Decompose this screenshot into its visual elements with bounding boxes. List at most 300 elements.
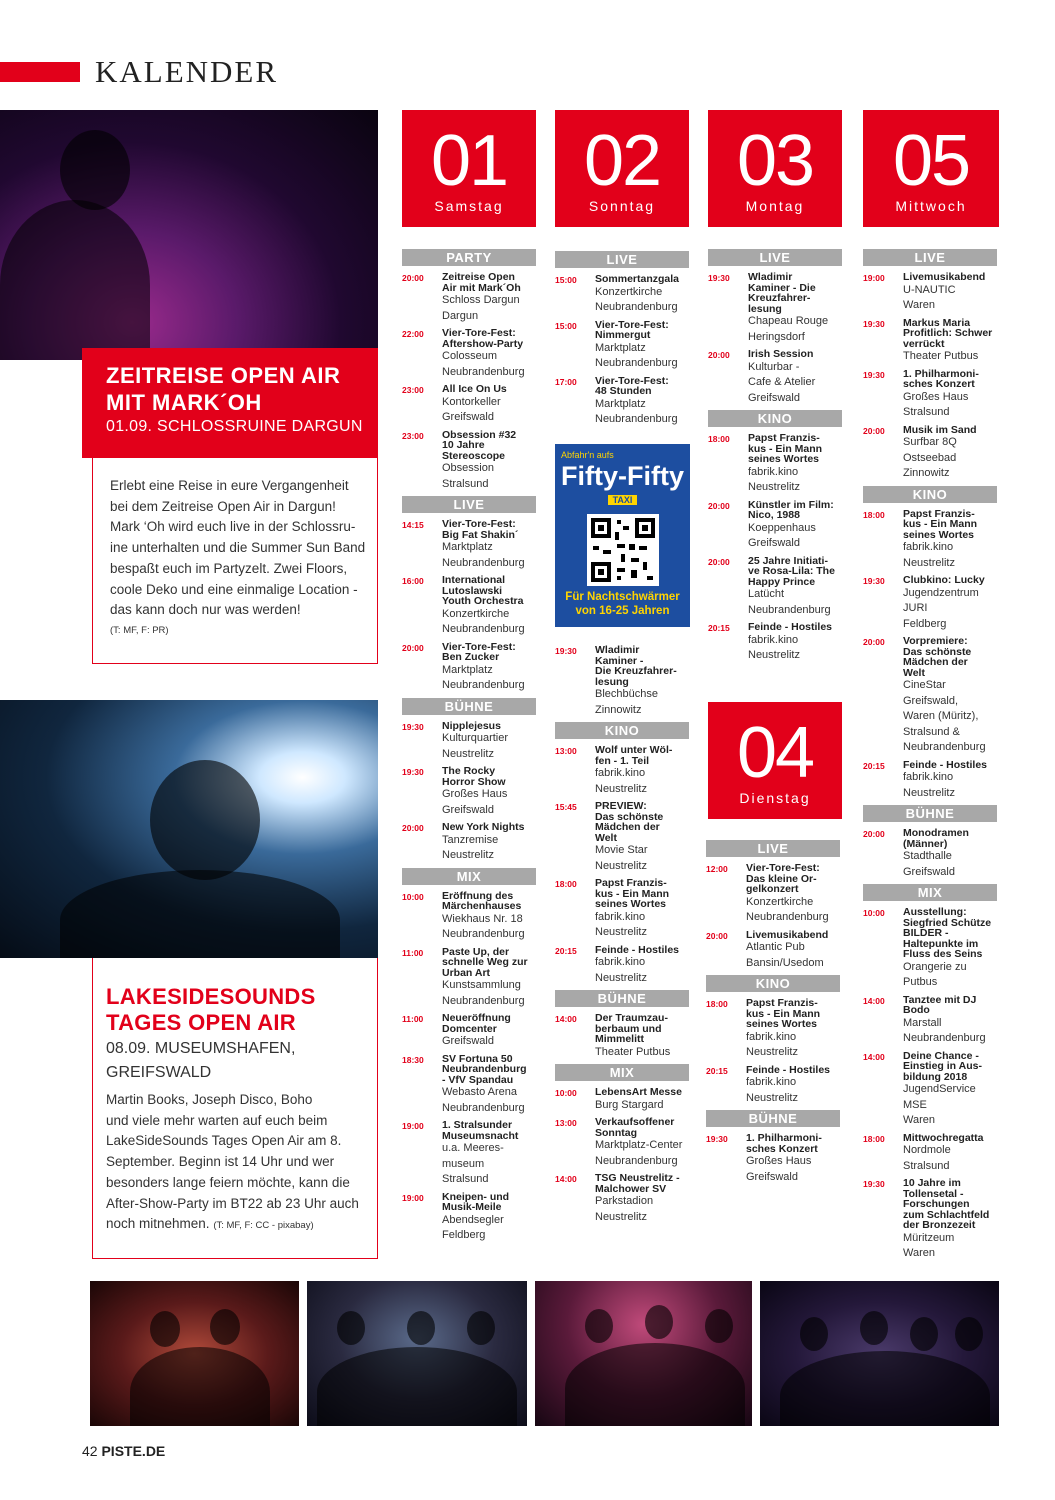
- event-venue: Schloss Dargun: [442, 294, 520, 306]
- feature-2-line: und viele mehr warten auf euch beim: [106, 1112, 328, 1128]
- event-time: 20:00: [863, 829, 885, 839]
- event-details: [748, 349, 842, 406]
- event-time: 20:00: [863, 637, 885, 647]
- event-time: 20:15: [708, 623, 730, 633]
- event-title: sches Konzert: [746, 1142, 818, 1155]
- event-title: All Ice On Us: [442, 383, 507, 395]
- event-time: 19:00: [402, 1192, 424, 1203]
- event-entry: [863, 575, 997, 632]
- concert-photo: [0, 110, 378, 360]
- feature-1-line: ine unterhalten und die Summer Sun Band: [110, 540, 366, 556]
- event-time: 20:00: [863, 425, 885, 436]
- feature-1-line: Erlebt eine Reise in eure Vergangenheit: [110, 478, 349, 493]
- event-venue: Greifswald: [748, 391, 800, 404]
- event-venue: MSE: [903, 1098, 927, 1111]
- event-time: 20:00: [708, 556, 730, 567]
- event-time: 14:00: [863, 995, 885, 1006]
- event-details: [442, 891, 536, 943]
- category-header: BÜHNE: [706, 1110, 840, 1127]
- event-title: New York Nights: [442, 821, 525, 833]
- date-weekday: Montag: [745, 198, 805, 214]
- event-title: Neueröffnung: [442, 1012, 511, 1024]
- event-title: Sommertanzgala: [595, 273, 680, 285]
- event-title: Kaminer - Die: [748, 281, 816, 294]
- event-title: seines Wortes: [748, 453, 820, 465]
- event-title: Kaminer -: [595, 654, 644, 667]
- event-venue: Dargun: [442, 309, 479, 322]
- event-entry: [402, 1120, 536, 1188]
- event-column: [706, 840, 840, 1189]
- event-venue: fabrik.kino: [748, 465, 799, 478]
- event-venue: Kulturquartier: [442, 732, 509, 744]
- date-box-05: [863, 110, 999, 227]
- event-venue: u.a. Meeres-: [442, 1142, 504, 1154]
- event-title: Kreuzfahrer-: [748, 292, 811, 304]
- event-venue: Neubrandenburg: [442, 994, 525, 1007]
- event-venue: fabrik.kino: [595, 910, 646, 923]
- event-venue: Blechbüchse: [595, 688, 658, 700]
- event-time: 18:30: [402, 1054, 424, 1065]
- event-venue: Neustrelitz: [903, 786, 955, 799]
- event-venue: Greifswald: [903, 865, 955, 878]
- event-entry: [402, 519, 536, 571]
- event-entry: [706, 1065, 840, 1107]
- category-header: BÜHNE: [402, 698, 536, 715]
- event-title: Mittwochregatta: [903, 1131, 984, 1144]
- event-time: 23:00: [402, 430, 424, 441]
- event-entry: [555, 645, 689, 718]
- event-time: 19:30: [402, 767, 424, 777]
- event-entry: [863, 636, 997, 756]
- event-venue: Neustrelitz: [442, 747, 494, 760]
- category-header: KINO: [863, 486, 997, 503]
- event-column: [863, 249, 997, 1266]
- event-title: seines Wortes: [903, 528, 975, 541]
- event-time: 10:00: [863, 908, 885, 918]
- event-title: Mädchen der: [595, 821, 660, 833]
- event-entry: [555, 878, 689, 941]
- event-title: Wladimir: [748, 271, 793, 283]
- event-time: 11:00: [402, 947, 424, 958]
- event-time: 15:45: [555, 802, 577, 812]
- date-number: 02: [583, 121, 661, 201]
- event-title: zum Schlachtfeld: [903, 1208, 990, 1221]
- event-venue: Neubrandenburg: [442, 1101, 525, 1114]
- event-time: 20:15: [555, 945, 577, 956]
- category-header: LIVE: [708, 249, 842, 266]
- event-title: 25 Jahre Initiati-: [748, 554, 828, 567]
- event-time: 20:00: [708, 500, 730, 511]
- event-time: 14:15: [402, 520, 424, 530]
- event-details: [903, 1178, 997, 1262]
- event-venue: Surfbar 8Q: [903, 436, 957, 448]
- event-time: 20:00: [402, 273, 424, 283]
- event-venue: Greifswald,: [903, 694, 959, 707]
- event-title: Obsession #32: [442, 428, 517, 441]
- event-time: 19:30: [706, 1134, 728, 1144]
- event-title: Feinde - Hostiles: [595, 943, 680, 956]
- event-title: Livemusikabend: [903, 271, 986, 283]
- event-time: 18:00: [863, 509, 885, 520]
- event-venue: fabrik.kino: [748, 633, 799, 646]
- event-details: [442, 1054, 536, 1117]
- feature-2-subtitle-line2: GREIFSWALD: [106, 1064, 212, 1081]
- event-venue: Latücht: [748, 588, 785, 600]
- event-time: 14:00: [863, 1051, 885, 1062]
- event-entry: [402, 891, 536, 943]
- event-title: Ben Zucker: [442, 651, 500, 663]
- event-venue: Kulturbar -: [748, 360, 800, 373]
- event-venue: Feldberg: [903, 617, 947, 630]
- feature-2-line: LakeSideSounds Tages Open Air am 8.: [106, 1133, 342, 1149]
- event-title: 10 Jahre: [442, 439, 485, 451]
- event-column: [402, 249, 536, 1248]
- event-venue: Wiekhaus Nr. 18: [442, 912, 523, 925]
- event-entry: [555, 745, 689, 797]
- category-header: PARTY: [402, 249, 536, 266]
- event-venue: Neubrandenburg: [595, 357, 678, 369]
- event-title: Eröffnung des: [442, 889, 514, 902]
- event-venue: Stralsund: [442, 477, 489, 490]
- event-title: Siegfried Schütze: [903, 916, 992, 929]
- date-number: 04: [736, 713, 814, 793]
- event-time: 20:00: [708, 350, 730, 360]
- event-title: ve Rosa-Lila: The: [748, 565, 835, 577]
- event-title: Papst Franzis-: [595, 877, 667, 889]
- event-details: [903, 907, 997, 991]
- event-venue: fabrik.kino: [746, 1030, 797, 1043]
- event-title: Big Fat Shakin´: [442, 528, 519, 541]
- event-entry: [863, 1051, 997, 1129]
- event-entry: [402, 642, 536, 694]
- event-details: [746, 998, 840, 1061]
- event-details: [442, 384, 536, 426]
- event-title: Vier-Tore-Fest:: [442, 518, 516, 530]
- event-entry: [402, 766, 536, 818]
- event-details: [903, 760, 997, 802]
- event-title: lesung: [595, 675, 629, 688]
- event-title: Tanztee mit DJ: [903, 993, 977, 1006]
- event-title: Youth Orchestra: [442, 595, 524, 607]
- event-venue: Neustrelitz: [746, 1046, 798, 1058]
- feature-1-heading: [82, 348, 378, 458]
- event-venue: Marktplatz: [595, 341, 646, 354]
- event-venue: Webasto Arena: [442, 1086, 518, 1098]
- date-number: 05: [892, 121, 970, 201]
- event-column: [555, 251, 689, 432]
- event-title: Papst Franzis-: [746, 997, 818, 1009]
- event-time: 18:00: [863, 1133, 885, 1144]
- event-time: 20:00: [706, 930, 728, 941]
- event-entry: [863, 760, 997, 802]
- event-title: bildung 2018: [903, 1070, 968, 1083]
- event-entry: [863, 828, 997, 880]
- event-time: 18:00: [706, 999, 728, 1009]
- event-entry: [706, 930, 840, 972]
- event-venue: Abendsegler: [442, 1213, 504, 1226]
- category-header: LIVE: [555, 251, 689, 268]
- site-name[interactable]: PISTE.DE: [101, 1443, 166, 1459]
- event-venue: Koeppenhaus: [748, 521, 816, 534]
- event-time: 10:00: [555, 1088, 577, 1098]
- event-details: [442, 575, 536, 638]
- event-entry: [708, 272, 842, 345]
- event-entry: [706, 1133, 840, 1185]
- event-venue: Großes Haus: [903, 390, 969, 403]
- event-column: [708, 249, 842, 668]
- event-title: Air mit Mark´Oh: [442, 281, 521, 294]
- event-details: [903, 636, 997, 756]
- event-venue: Waren (Müritz),: [903, 710, 979, 722]
- event-title: 1. Stralsunder: [442, 1119, 513, 1131]
- event-venue: Tanzremise: [442, 833, 499, 846]
- event-venue: Jugendzentrum: [903, 586, 979, 599]
- event-details: [748, 433, 842, 496]
- event-title: - VfV Spandau: [442, 1073, 514, 1086]
- event-title: Kneipen- und: [442, 1190, 510, 1203]
- event-venue: Marstall: [903, 1016, 942, 1029]
- event-title: kus - Ein Mann: [595, 887, 670, 900]
- event-title: Feinde - Hostiles: [903, 758, 988, 771]
- event-details: [595, 320, 689, 372]
- feature-1-line: bei dem Zeitreise Open Air in Dargun!: [110, 498, 336, 514]
- event-details: [903, 828, 997, 880]
- event-entry: [863, 1133, 997, 1175]
- event-venue: Heringsdorf: [748, 330, 805, 343]
- feature-2-title-line2: TAGES OPEN AIR: [106, 1010, 296, 1035]
- event-entry: [555, 1013, 689, 1060]
- event-time: 20:00: [402, 642, 424, 653]
- event-title: Einstieg in Aus-: [903, 1060, 982, 1072]
- event-venue: Neubrandenburg: [595, 413, 678, 425]
- event-venue: Cafe & Atelier: [748, 376, 816, 388]
- event-title: schnelle Weg zur: [442, 956, 528, 968]
- party-photo-1: [90, 1281, 299, 1426]
- event-title: Paste Up, der: [442, 945, 510, 958]
- event-time: 19:30: [863, 369, 885, 380]
- header-accent-bar: [0, 62, 80, 82]
- event-time: 20:00: [402, 823, 424, 833]
- event-title: Fluss des Seins: [903, 948, 983, 960]
- event-details: [903, 272, 997, 314]
- event-details: [595, 945, 689, 987]
- feature-1-title-line2: MIT MARK´OH: [106, 390, 262, 415]
- date-weekday: Dienstag: [739, 790, 811, 806]
- event-time: 15:00: [555, 275, 577, 285]
- event-venue: Müritzeum: [903, 1231, 955, 1244]
- feature-2-title-line1: LAKESIDESOUNDS: [106, 984, 316, 1009]
- event-venue: Kontorkeller: [442, 395, 501, 408]
- event-title: Nico, 1988: [748, 509, 800, 521]
- event-time: 19:30: [863, 1179, 885, 1189]
- event-venue: Neubrandenburg: [748, 603, 831, 616]
- event-title: Welt: [595, 831, 617, 844]
- event-entry: [402, 1192, 536, 1244]
- event-title: (Männer): [903, 837, 948, 850]
- event-venue: Stralsund &: [903, 725, 960, 738]
- event-venue: Colosseum: [442, 350, 498, 362]
- fifty-fifty-taxi-ad[interactable]: [555, 444, 690, 627]
- feature-2-line: besonders lange feiern möchte, kann die: [106, 1174, 350, 1190]
- event-time: 14:00: [555, 1174, 577, 1184]
- event-details: [746, 863, 840, 926]
- event-time: 19:30: [863, 318, 885, 329]
- event-title: Profitlich: Schwer: [903, 327, 993, 339]
- date-weekday: Samstag: [434, 198, 504, 214]
- event-title: Haltepunkte im: [903, 937, 979, 950]
- event-details: [746, 930, 840, 972]
- event-venue: Neubrandenburg: [903, 741, 986, 753]
- event-venue: Neustrelitz: [595, 926, 647, 938]
- event-title: Happy Prince: [748, 575, 816, 588]
- event-details: [748, 622, 842, 664]
- event-time: 18:00: [708, 434, 730, 444]
- event-column: [555, 645, 689, 1229]
- feature-2-line: [106, 1214, 377, 1237]
- event-venue: Neustrelitz: [903, 556, 955, 569]
- event-venue: Theater Putbus: [595, 1045, 671, 1058]
- event-entry: [402, 328, 536, 380]
- date-box-03: [708, 110, 842, 227]
- event-details: [746, 1133, 840, 1185]
- category-header: MIX: [863, 884, 997, 901]
- event-title: seines Wortes: [595, 898, 667, 910]
- event-title: kus - Ein Mann: [746, 1007, 821, 1020]
- event-details: [903, 509, 997, 572]
- event-title: Papst Franzis-: [903, 507, 975, 520]
- event-title: 10 Jahre im: [903, 1177, 961, 1189]
- feature-1-title-line1: ZEITREISE OPEN AIR: [106, 363, 341, 388]
- event-title: TSG Neustrelitz -: [595, 1172, 680, 1184]
- feature-1-credit: (T: MF, F: PR): [110, 624, 169, 636]
- category-header: MIX: [555, 1064, 689, 1081]
- event-venue: Neustrelitz: [595, 859, 647, 872]
- event-venue: Feldberg: [442, 1229, 486, 1241]
- event-title: Der Traumzau-: [595, 1012, 668, 1024]
- event-venue: Marktplatz-Center: [595, 1139, 683, 1151]
- event-details: [903, 1133, 997, 1175]
- event-details: [748, 556, 842, 619]
- event-title: 1. Philharmoni-: [746, 1132, 822, 1144]
- page-title: KALENDER: [95, 54, 279, 89]
- event-venue: Orangerie zu: [903, 960, 967, 973]
- event-venue: Neustrelitz: [595, 1210, 647, 1223]
- event-entry: [863, 272, 997, 314]
- feature-2-line: September. Beginn ist 14 Uhr und wer: [106, 1154, 335, 1170]
- event-title: BILDER -: [903, 927, 949, 939]
- event-venue: museum: [442, 1157, 485, 1170]
- event-venue: Neustrelitz: [595, 782, 647, 795]
- category-header: LIVE: [863, 249, 997, 266]
- event-title: 1. Philharmoni-: [903, 367, 979, 380]
- event-title: Sonntag: [595, 1126, 637, 1139]
- event-entry: [402, 430, 536, 493]
- event-title: Papst Franzis-: [748, 432, 820, 444]
- event-venue: fabrik.kino: [903, 541, 954, 553]
- event-time: 19:00: [402, 1121, 424, 1131]
- date-number: 03: [736, 121, 814, 201]
- event-venue: CineStar: [903, 679, 946, 691]
- feature-2-line-text: noch mitnehmen.: [106, 1216, 210, 1232]
- event-venue: Neustrelitz: [748, 649, 800, 661]
- event-venue: Neubrandenburg: [442, 679, 525, 691]
- event-venue: Waren: [903, 1114, 935, 1126]
- event-venue: Movie Star: [595, 844, 648, 856]
- event-title: Stereoscope: [442, 449, 506, 462]
- event-venue: fabrik.kino: [903, 771, 954, 783]
- event-venue: Stralsund: [903, 406, 950, 418]
- event-title: Verkaufsoffener: [595, 1116, 675, 1128]
- event-entry: [555, 945, 689, 987]
- event-time: 22:00: [402, 329, 424, 339]
- category-header: KINO: [708, 410, 842, 427]
- event-title: Lutoslawski: [442, 584, 503, 597]
- page-number: 42: [82, 1443, 98, 1459]
- category-header: LIVE: [402, 496, 536, 513]
- event-title: Clubkino: Lucky: [903, 574, 985, 586]
- event-venue: Waren: [903, 299, 935, 311]
- event-details: [748, 500, 842, 552]
- event-time: 19:30: [708, 273, 730, 283]
- event-title: Vier-Tore-Fest:: [746, 862, 820, 874]
- event-time: 14:00: [555, 1014, 577, 1024]
- event-details: [442, 328, 536, 380]
- event-entry: [402, 822, 536, 864]
- event-title: Nipplejesus: [442, 719, 501, 732]
- event-title: kus - Ein Mann: [748, 442, 823, 455]
- party-photo-2: [307, 1281, 527, 1426]
- event-title: 48 Stunden: [595, 385, 652, 397]
- event-title: Feinde - Hostiles: [746, 1063, 831, 1076]
- event-title: Musik-Meile: [442, 1201, 502, 1213]
- event-details: [442, 947, 536, 1010]
- feature-1-text: [93, 458, 377, 642]
- event-time: 17:00: [555, 376, 577, 387]
- feature-2-credit: (T: MF, F: CC - pixabay): [213, 1220, 314, 1232]
- category-header: KINO: [555, 722, 689, 739]
- event-time: 20:15: [863, 760, 885, 771]
- event-time: 23:00: [402, 385, 424, 395]
- event-entry: [555, 1117, 689, 1169]
- event-time: 15:00: [555, 320, 577, 331]
- event-title: Bodo: [903, 1004, 930, 1016]
- event-title: Malchower SV: [595, 1182, 667, 1195]
- event-time: 19:30: [402, 721, 424, 732]
- event-details: [595, 1087, 689, 1113]
- feature-2-line: Martin Books, Joseph Disco, Boho: [106, 1092, 313, 1107]
- event-title: Wolf unter Wöl-: [595, 744, 673, 756]
- feature-2-subtitle-line1: 08.09. MUSEUMSHAFEN,: [106, 1040, 296, 1057]
- event-title: Markus Maria: [903, 316, 971, 329]
- event-entry: [555, 376, 689, 428]
- event-venue: Konzertkirche: [746, 895, 814, 908]
- event-venue: Neubrandenburg: [903, 1032, 986, 1044]
- event-entry: [706, 998, 840, 1061]
- event-venue: Neustrelitz: [748, 481, 800, 493]
- event-entry: [402, 384, 536, 426]
- event-title: Irish Session: [748, 348, 814, 360]
- event-details: [746, 1065, 840, 1107]
- event-title: The Rocky: [442, 765, 496, 777]
- event-title: sches Konzert: [903, 378, 975, 390]
- event-entry: [555, 801, 689, 874]
- event-details: [442, 822, 536, 864]
- category-header: MIX: [402, 868, 536, 885]
- event-details: [442, 430, 536, 493]
- event-time: 19:30: [863, 576, 885, 586]
- event-entry: [708, 349, 842, 406]
- event-details: [903, 1051, 997, 1129]
